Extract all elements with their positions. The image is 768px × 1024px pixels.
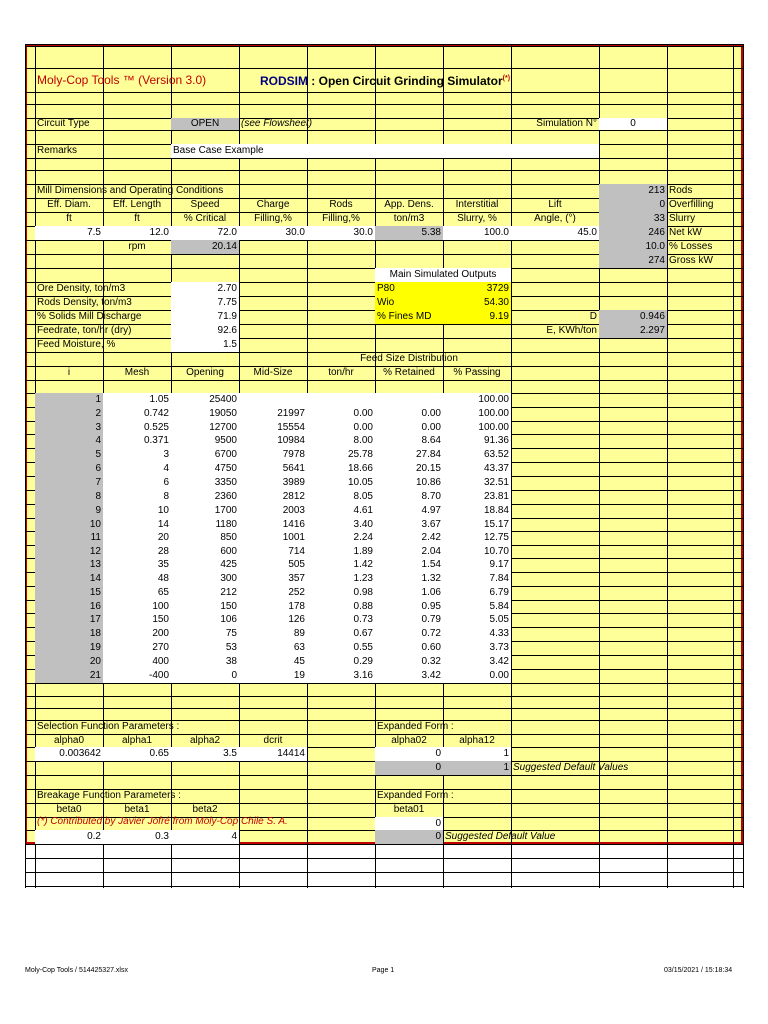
table-cell[interactable]: 12700 — [171, 421, 239, 434]
table-cell[interactable]: 1.42 — [307, 558, 375, 572]
table-cell: 7.84 — [443, 572, 511, 586]
grid-line-h — [25, 872, 743, 873]
table-cell: 3.42 — [443, 655, 511, 669]
expanded-header: alpha02 — [391, 735, 427, 746]
outputs-title: Main Simulated Outputs — [375, 268, 511, 282]
table-cell[interactable]: 3350 — [171, 476, 239, 490]
default-value: 0 — [375, 761, 443, 775]
table-cell: 19 — [239, 669, 307, 683]
table-cell[interactable]: 425 — [171, 558, 239, 572]
table-cell[interactable]: 270 — [103, 641, 171, 655]
table-cell: 0.60 — [375, 641, 443, 655]
size-index: 3 — [35, 421, 103, 434]
size-index: 2 — [35, 407, 103, 421]
size-table-header: Mid-Size — [253, 367, 293, 378]
size-index: 11 — [35, 531, 103, 545]
size-index: 14 — [35, 572, 103, 586]
power-label: Gross kW — [669, 255, 713, 266]
table-cell: 2812 — [239, 490, 307, 504]
power-label: Overfilling — [669, 199, 714, 210]
suggested-default-note: Suggested Default Value — [445, 831, 556, 842]
table-cell: 126 — [239, 613, 307, 627]
mill-value[interactable]: 7.5 — [35, 226, 103, 240]
ore-param-input[interactable]: 1.5 — [171, 338, 239, 352]
table-cell: 8.64 — [375, 434, 443, 448]
expanded-value[interactable]: 1 — [443, 747, 511, 761]
size-table-title: Feed Size Distribution — [360, 353, 458, 364]
grid-line-h — [25, 696, 743, 697]
table-cell: 100.00 — [443, 407, 511, 421]
grid-line-h — [25, 886, 743, 887]
output-value: 3729 — [443, 282, 511, 296]
table-cell: 10984 — [239, 434, 307, 448]
footer-filename: Moly-Cop Tools / 514425327.xlsx — [25, 967, 128, 974]
table-cell[interactable]: 48 — [103, 572, 171, 586]
grid-line-h — [25, 683, 743, 684]
table-cell: 15554 — [239, 421, 307, 434]
mill-value[interactable]: 100.0 — [443, 226, 511, 240]
breakage-input[interactable]: 4 — [171, 830, 239, 844]
table-cell — [375, 393, 443, 407]
output-label: % Fines MD — [375, 310, 443, 324]
power-value: 0 — [599, 198, 667, 212]
title-text: : Open Circuit Grinding Simulator — [307, 74, 503, 88]
remarks-input[interactable]: Base Case Example — [171, 144, 599, 158]
page-title — [171, 71, 599, 87]
table-cell[interactable]: 18.66 — [307, 462, 375, 476]
table-cell: 63.52 — [443, 448, 511, 462]
d-value: 0.946 — [599, 310, 667, 324]
grid-line-h — [25, 158, 743, 159]
size-index: 20 — [35, 655, 103, 669]
table-cell: 1.54 — [375, 558, 443, 572]
e-value: 2.297 — [599, 324, 667, 338]
table-cell: 20.15 — [375, 462, 443, 476]
selection-expanded-title: Expanded Form : — [377, 721, 454, 732]
table-cell[interactable]: 3.16 — [307, 669, 375, 683]
breakage-header: beta1 — [124, 804, 150, 815]
table-cell[interactable]: 65 — [103, 586, 171, 600]
table-cell[interactable]: 4 — [103, 462, 171, 476]
table-cell: 9.17 — [443, 558, 511, 572]
table-cell[interactable]: 1180 — [171, 518, 239, 531]
table-cell[interactable]: 106 — [171, 613, 239, 627]
power-value: 10.0 — [599, 240, 667, 254]
selection-input[interactable]: 0.65 — [103, 747, 171, 761]
table-cell[interactable]: 1.23 — [307, 572, 375, 586]
size-index: 10 — [35, 518, 103, 531]
table-cell[interactable]: 10 — [103, 504, 171, 518]
size-table-header: % Passing — [453, 367, 501, 378]
mill-value[interactable]: 72.0 — [171, 226, 239, 240]
table-cell: 0.79 — [375, 613, 443, 627]
table-cell: 0.72 — [375, 627, 443, 641]
table-cell: 100.00 — [443, 421, 511, 434]
table-cell[interactable]: 850 — [171, 531, 239, 545]
suggested-defaults-note: Suggested Default Values — [513, 762, 629, 773]
table-cell: 7978 — [239, 448, 307, 462]
power-label: Rods — [669, 185, 693, 196]
mill-value: 5.38 — [375, 226, 443, 240]
power-value: 33 — [599, 212, 667, 226]
tool-title: Moly-Cop Tools ™ (Version 3.0) — [37, 73, 207, 87]
table-cell: 2003 — [239, 504, 307, 518]
selection-header: alpha1 — [121, 735, 153, 746]
table-cell[interactable]: 28 — [103, 545, 171, 558]
table-cell: 3.73 — [443, 641, 511, 655]
table-cell[interactable]: 150 — [171, 600, 239, 613]
table-cell: 252 — [239, 586, 307, 600]
mill-value[interactable]: 45.0 — [511, 226, 599, 240]
size-table-header: Opening — [186, 367, 224, 378]
table-cell[interactable]: 0.371 — [103, 434, 171, 448]
table-cell: 45 — [239, 655, 307, 669]
mill-header: Speed — [190, 199, 220, 210]
rpm-value: 20.14 — [171, 240, 239, 254]
size-index: 17 — [35, 613, 103, 627]
table-cell[interactable]: 38 — [171, 655, 239, 669]
table-cell[interactable]: 212 — [171, 586, 239, 600]
grid-line-h — [25, 858, 743, 859]
mill-header: Charge — [256, 199, 290, 210]
table-cell: 8.70 — [375, 490, 443, 504]
mill-unit: Filling,% — [322, 213, 360, 224]
output-value: 9.19 — [443, 310, 511, 324]
table-cell: 3.42 — [375, 669, 443, 683]
table-cell[interactable]: 0.88 — [307, 600, 375, 613]
table-cell: 4.97 — [375, 504, 443, 518]
breakage-header: beta0 — [56, 804, 82, 815]
default-value: 0 — [375, 830, 443, 844]
table-cell: 4.33 — [443, 627, 511, 641]
grid-line-h — [25, 92, 743, 93]
size-index: 16 — [35, 600, 103, 613]
table-cell: 15.17 — [443, 518, 511, 531]
table-cell: 2.04 — [375, 545, 443, 558]
table-cell[interactable]: 20 — [103, 531, 171, 545]
grid-line-h — [25, 844, 743, 845]
ore-param-label: % Solids Mill Discharge — [37, 311, 142, 322]
table-cell: 63 — [239, 641, 307, 655]
selection-input[interactable]: 0.003642 — [35, 747, 103, 761]
table-cell[interactable]: 0.00 — [307, 421, 375, 434]
size-index: 9 — [35, 504, 103, 518]
grid-line-v — [743, 44, 744, 888]
table-cell[interactable]: 600 — [171, 545, 239, 558]
table-cell[interactable]: 1.89 — [307, 545, 375, 558]
expanded-value[interactable]: 0 — [375, 817, 443, 830]
table-cell: 23.81 — [443, 490, 511, 504]
table-cell[interactable]: 0.98 — [307, 586, 375, 600]
table-cell[interactable]: 400 — [103, 655, 171, 669]
table-cell: 89 — [239, 627, 307, 641]
table-cell: 0.00 — [375, 421, 443, 434]
mill-value[interactable]: 30.0 — [239, 226, 307, 240]
table-cell: 0.32 — [375, 655, 443, 669]
ore-param-label: Feedrate, ton/hr (dry) — [37, 325, 132, 336]
table-cell[interactable]: 100 — [103, 600, 171, 613]
grid-line-h — [25, 130, 743, 131]
table-cell: 10.70 — [443, 545, 511, 558]
table-cell[interactable]: 2.24 — [307, 531, 375, 545]
expanded-value[interactable]: 0 — [375, 747, 443, 761]
table-cell[interactable]: 25.78 — [307, 448, 375, 462]
credit-note: (*) Contributed by Javier Jofré from Moly-Cop Chile S. A. — [37, 816, 288, 827]
table-cell[interactable]: 300 — [171, 572, 239, 586]
table-cell[interactable]: -400 — [103, 669, 171, 683]
ore-param-input[interactable]: 2.70 — [171, 282, 239, 296]
grid-line-h — [25, 380, 743, 381]
breakage-input[interactable]: 0.3 — [103, 830, 171, 844]
table-cell[interactable]: 1.05 — [103, 393, 171, 407]
grid-line-h — [25, 170, 743, 171]
table-cell[interactable]: 1700 — [171, 504, 239, 518]
table-cell[interactable]: 0.742 — [103, 407, 171, 421]
table-cell[interactable]: 150 — [103, 613, 171, 627]
mill-header: App. Dens. — [384, 199, 434, 210]
remarks-label: Remarks — [37, 145, 78, 156]
expanded-header: alpha12 — [459, 735, 495, 746]
mill-unit: Angle, (°) — [534, 213, 576, 224]
table-cell[interactable]: 0 — [171, 669, 239, 683]
table-cell[interactable]: 6700 — [171, 448, 239, 462]
ore-param-label: Feed Moisture, % — [37, 339, 116, 350]
table-cell[interactable] — [307, 393, 375, 407]
table-cell: 3989 — [239, 476, 307, 490]
title-footnote-mark: (*) — [502, 75, 511, 82]
table-cell[interactable]: 6 — [103, 476, 171, 490]
mill-unit: Slurry, % — [457, 213, 497, 224]
flowsheet-note: (see Flowsheet) — [241, 118, 313, 129]
table-cell[interactable]: 0.67 — [307, 627, 375, 641]
table-cell: 0.00 — [443, 669, 511, 683]
mill-unit: % Critical — [183, 213, 227, 224]
table-cell[interactable]: 14 — [103, 518, 171, 531]
power-value: 246 — [599, 226, 667, 240]
table-cell: 18.84 — [443, 504, 511, 518]
mill-unit: ton/m3 — [393, 213, 425, 224]
table-cell[interactable]: 75 — [171, 627, 239, 641]
table-cell[interactable]: 0.73 — [307, 613, 375, 627]
mill-value[interactable]: 30.0 — [307, 226, 375, 240]
table-cell: 32.51 — [443, 476, 511, 490]
circuit-type-label: Circuit Type — [37, 118, 90, 129]
table-cell: 27.84 — [375, 448, 443, 462]
table-cell[interactable]: 0.29 — [307, 655, 375, 669]
size-index: 18 — [35, 627, 103, 641]
grid-line-h — [25, 44, 743, 45]
size-index: 12 — [35, 545, 103, 558]
size-index: 4 — [35, 434, 103, 448]
table-cell: 3.67 — [375, 518, 443, 531]
circuit-type-value[interactable]: OPEN — [171, 118, 239, 130]
power-label: Net kW — [669, 227, 702, 238]
selection-input[interactable]: 3.5 — [171, 747, 239, 761]
d-label: D — [589, 311, 597, 322]
grid-line-h — [25, 775, 743, 776]
table-cell: 178 — [239, 600, 307, 613]
size-table-header: ton/hr — [328, 367, 354, 378]
mill-header: Eff. Length — [112, 199, 162, 210]
expanded-header: beta01 — [393, 804, 425, 815]
table-cell: 2.42 — [375, 531, 443, 545]
size-index: 8 — [35, 490, 103, 504]
default-value: 1 — [443, 761, 511, 775]
ore-param-label: Ore Density, ton/m3 — [37, 283, 126, 294]
table-cell: 10.86 — [375, 476, 443, 490]
mill-unit: ft — [134, 213, 140, 224]
output-label: P80 — [375, 282, 443, 296]
table-cell[interactable]: 8.05 — [307, 490, 375, 504]
power-label: Slurry — [669, 213, 696, 224]
size-index: 1 — [35, 393, 103, 407]
size-table-header: i — [67, 367, 71, 378]
mill-header: Eff. Diam. — [47, 199, 91, 210]
selection-header: alpha0 — [53, 735, 85, 746]
table-cell: 21997 — [239, 407, 307, 421]
table-cell[interactable]: 8.00 — [307, 434, 375, 448]
table-cell: 505 — [239, 558, 307, 572]
table-cell: 100.00 — [443, 393, 511, 407]
table-cell[interactable]: 200 — [103, 627, 171, 641]
table-cell: 1416 — [239, 518, 307, 531]
footer-page-number: Page 1 — [372, 967, 395, 974]
selection-header: dcrit — [263, 735, 283, 746]
breakage-header: beta2 — [192, 804, 218, 815]
table-cell: 6.79 — [443, 586, 511, 600]
table-cell[interactable]: 19050 — [171, 407, 239, 421]
table-cell: 91.36 — [443, 434, 511, 448]
table-cell: 5.05 — [443, 613, 511, 627]
grid-line-h — [25, 46, 743, 47]
breakage-input[interactable]: 0.2 — [35, 830, 103, 844]
grid-line-h — [25, 708, 743, 709]
mill-unit: ft — [66, 213, 72, 224]
size-index: 19 — [35, 641, 103, 655]
table-cell: 714 — [239, 545, 307, 558]
table-cell[interactable]: 2360 — [171, 490, 239, 504]
mill-unit: Filling,% — [254, 213, 292, 224]
table-cell[interactable]: 25400 — [171, 393, 239, 407]
table-cell[interactable]: 9500 — [171, 434, 239, 448]
table-cell[interactable]: 35 — [103, 558, 171, 572]
table-cell: 1.06 — [375, 586, 443, 600]
size-table-header: Mesh — [124, 367, 150, 378]
ore-param-input[interactable]: 92.6 — [171, 324, 239, 338]
size-index: 15 — [35, 586, 103, 600]
size-table-header: % Retained — [383, 367, 435, 378]
table-cell[interactable]: 0.55 — [307, 641, 375, 655]
selection-title: Selection Function Parameters : — [37, 721, 180, 732]
power-value: 213 — [599, 184, 667, 198]
table-cell: 0.95 — [375, 600, 443, 613]
size-index: 21 — [35, 669, 103, 683]
size-index: 13 — [35, 558, 103, 572]
table-cell[interactable]: 0.00 — [307, 407, 375, 421]
breakage-expanded-title: Expanded Form : — [377, 790, 454, 801]
ore-param-label: Rods Density, ton/m3 — [37, 297, 132, 308]
size-index: 5 — [35, 448, 103, 462]
breakage-title: Breakage Function Parameters : — [37, 790, 181, 801]
table-cell[interactable]: 4.61 — [307, 504, 375, 518]
table-cell: 357 — [239, 572, 307, 586]
table-cell[interactable]: 53 — [171, 641, 239, 655]
mill-value[interactable]: 12.0 — [103, 226, 171, 240]
table-cell: 0.00 — [375, 407, 443, 421]
grid-line-h — [25, 104, 743, 105]
power-value: 274 — [599, 254, 667, 268]
ore-param-input[interactable]: 71.9 — [171, 310, 239, 324]
footer-timestamp: 03/15/2021 / 15:18:34 — [664, 967, 733, 974]
table-cell[interactable]: 8 — [103, 490, 171, 504]
table-cell: 43.37 — [443, 462, 511, 476]
selection-header: alpha2 — [189, 735, 221, 746]
size-index: 7 — [35, 476, 103, 490]
output-value: 54.30 — [443, 296, 511, 310]
table-cell: 5.84 — [443, 600, 511, 613]
title-rodsim: RODSIM — [259, 74, 308, 88]
e-label: E, KWh/ton — [546, 325, 597, 336]
table-cell: 1.32 — [375, 572, 443, 586]
mill-header: Interstitial — [455, 199, 499, 210]
output-label: Wio — [375, 296, 443, 310]
selection-input[interactable]: 14414 — [239, 747, 307, 761]
mill-header: Lift — [548, 199, 562, 210]
ore-param-input[interactable]: 7.75 — [171, 296, 239, 310]
table-cell — [239, 393, 307, 407]
table-cell[interactable]: 4750 — [171, 462, 239, 476]
table-cell[interactable]: 3.40 — [307, 518, 375, 531]
table-cell[interactable]: 3 — [103, 448, 171, 462]
mill-section-title: Mill Dimensions and Operating Conditions — [37, 185, 224, 196]
table-cell[interactable]: 0.525 — [103, 421, 171, 434]
simulation-label: Simulation N° — [536, 118, 597, 129]
rpm-label: rpm — [128, 241, 146, 252]
table-cell: 1001 — [239, 531, 307, 545]
power-label: % Losses — [669, 241, 713, 252]
simulation-number-input[interactable]: 0 — [599, 118, 667, 130]
mill-header: Rods — [329, 199, 353, 210]
table-cell: 5641 — [239, 462, 307, 476]
table-cell[interactable]: 10.05 — [307, 476, 375, 490]
table-cell: 12.75 — [443, 531, 511, 545]
size-index: 6 — [35, 462, 103, 476]
